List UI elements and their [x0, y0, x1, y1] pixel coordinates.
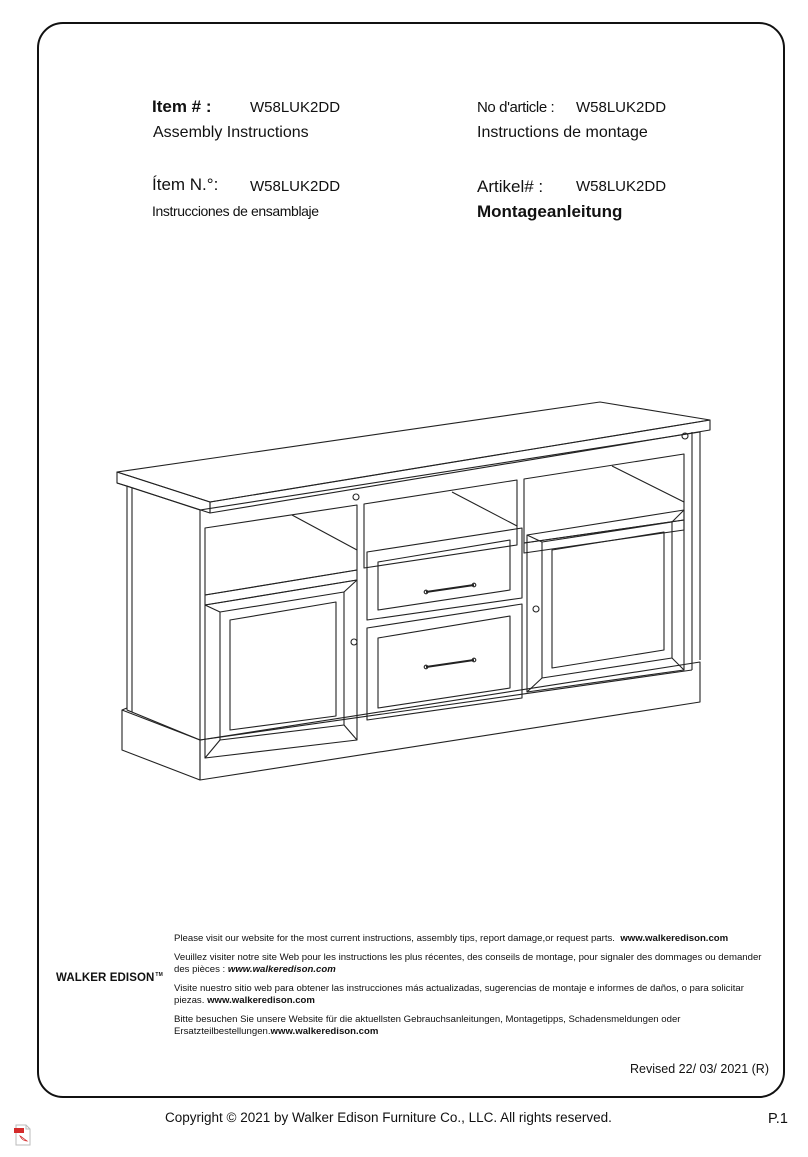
item-number-value-es: W58LUK2DD [250, 178, 341, 195]
website-notes [174, 933, 769, 1045]
walker-edison-logo [56, 972, 163, 984]
assembly-title-de: Montageanleitung [477, 202, 623, 221]
item-number-label-en: Item # : [152, 97, 212, 116]
note-en-text: Please visit our website for the most current instructions, assembly tips, report damage,or request parts. [174, 933, 615, 944]
item-number-value-fr: W58LUK2DD [576, 99, 667, 116]
note-fr-url[interactable]: www.walkeredison.com [227, 964, 336, 975]
note-es [174, 983, 769, 1007]
note-de-url[interactable]: www.walkeredison.com [270, 1026, 379, 1037]
note-de-text: Bitte besuchen Sie unsere Website für die aktuellsten Gebrauchsanleitungen, Montagetipps, Schadensmeldungen oder Ersatzteilbestellungen. [174, 1014, 681, 1037]
assembly-title-es: Instrucciones de ensamblaje [152, 203, 319, 219]
item-number-label-de: Artikel# : [477, 177, 544, 196]
revision-date: Revised 22/ 03/ 2021 (R) [630, 1062, 769, 1076]
copyright-notice: Copyright © 2021 by Walker Edison Furniture Co., LLC. All rights reserved. [165, 1110, 612, 1125]
assembly-title-fr: Instructions de montage [477, 124, 648, 141]
note-es-url[interactable]: www.walkeredison.com [207, 995, 315, 1006]
page-number: P.1 [768, 1111, 788, 1127]
item-number-value-de: W58LUK2DD [576, 178, 667, 195]
tv-stand-illustration [112, 380, 712, 800]
note-es-text: Visite nuestro sitio web para obtener las instrucciones más actualizadas, sugerencias de montaje e informes de daños, o para solicitar piezas. [174, 983, 744, 1006]
pdf-file-icon [14, 1124, 32, 1146]
item-number-value-en: W58LUK2DD [250, 99, 341, 116]
note-fr [174, 952, 769, 976]
assembly-title-en: Assembly Instructions [153, 124, 309, 141]
note-en-url[interactable]: www.walkeredison.com [620, 933, 729, 944]
note-en [174, 933, 769, 945]
logo-text: WALKER EDISON [56, 972, 155, 984]
note-de [174, 1014, 769, 1038]
logo-trademark: TM [155, 972, 163, 978]
item-number-label-fr: No d'article : [477, 99, 555, 116]
note-fr-text: Veuillez visiter notre site Web pour les instructions les plus récentes, des conseils de montage, pour signaler des dommages ou demander des pièces : [174, 952, 762, 975]
item-number-label-es: Ítem N.°: [152, 175, 219, 194]
